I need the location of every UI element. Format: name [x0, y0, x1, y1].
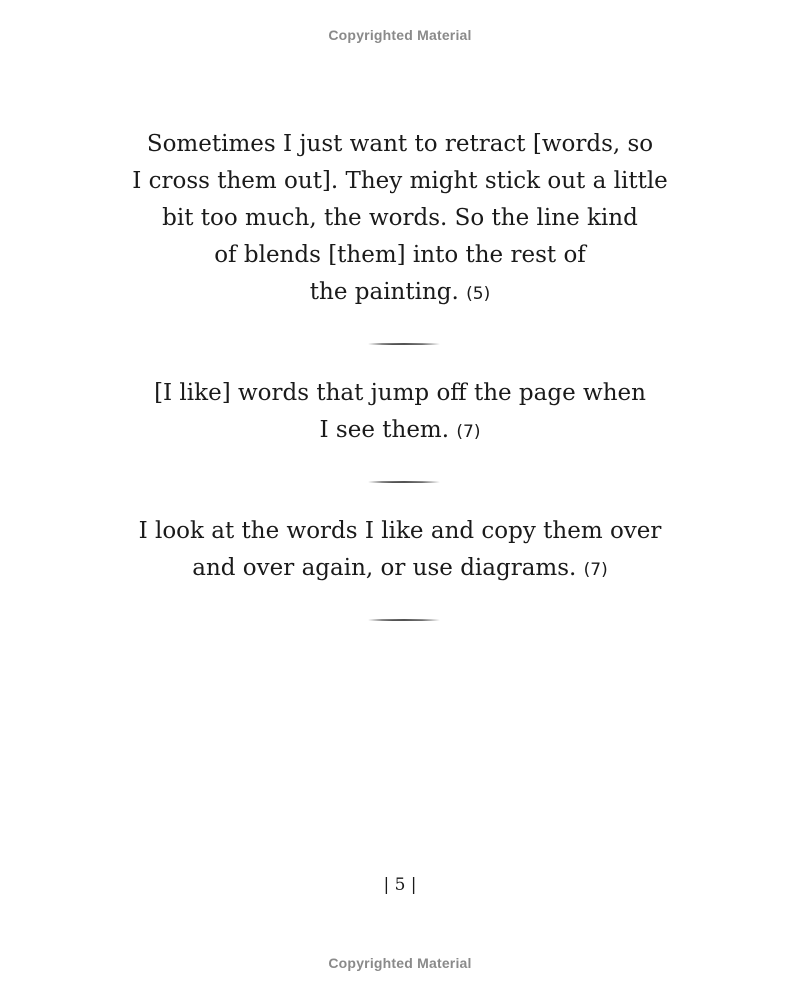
quote-text: I see them.	[319, 417, 450, 443]
quote-line: of blends [them] into the rest of	[214, 242, 586, 268]
copyright-watermark-top: Copyrighted Material	[328, 27, 472, 43]
quote-line: I cross them out]. They might stick out a little	[132, 168, 668, 194]
citation-ref: (7)	[583, 560, 608, 580]
citation-ref: (7)	[456, 422, 481, 442]
quote-line-last	[120, 274, 680, 313]
quote-text: and over again, or use diagrams.	[192, 555, 577, 581]
divider-rule-icon	[368, 618, 440, 622]
quote-line-last	[120, 412, 680, 451]
section-divider	[0, 451, 800, 513]
quote-line: bit too much, the words. So the line kind	[162, 205, 638, 231]
quote-line: I look at the words I like and copy them over	[138, 518, 662, 544]
copyright-watermark-bottom: Copyrighted Material	[328, 955, 472, 971]
citation-ref: (5)	[466, 284, 491, 304]
section-divider	[0, 589, 800, 651]
section-divider	[0, 313, 800, 375]
page-number-value: 5	[394, 875, 406, 895]
quote-line-last	[120, 550, 680, 589]
quote-block-3	[120, 513, 680, 589]
divider-rule-icon	[368, 480, 440, 484]
quote-line: Sometimes I just want to retract [words, so	[146, 131, 654, 157]
quote-text: the painting.	[309, 279, 459, 305]
page-body	[0, 126, 800, 651]
quote-block-2	[120, 375, 680, 451]
page-number: | 5 |	[383, 875, 417, 895]
divider-rule-icon	[368, 342, 440, 346]
quote-block-1	[120, 126, 680, 313]
quote-line: [I like] words that jump off the page when	[154, 380, 646, 406]
